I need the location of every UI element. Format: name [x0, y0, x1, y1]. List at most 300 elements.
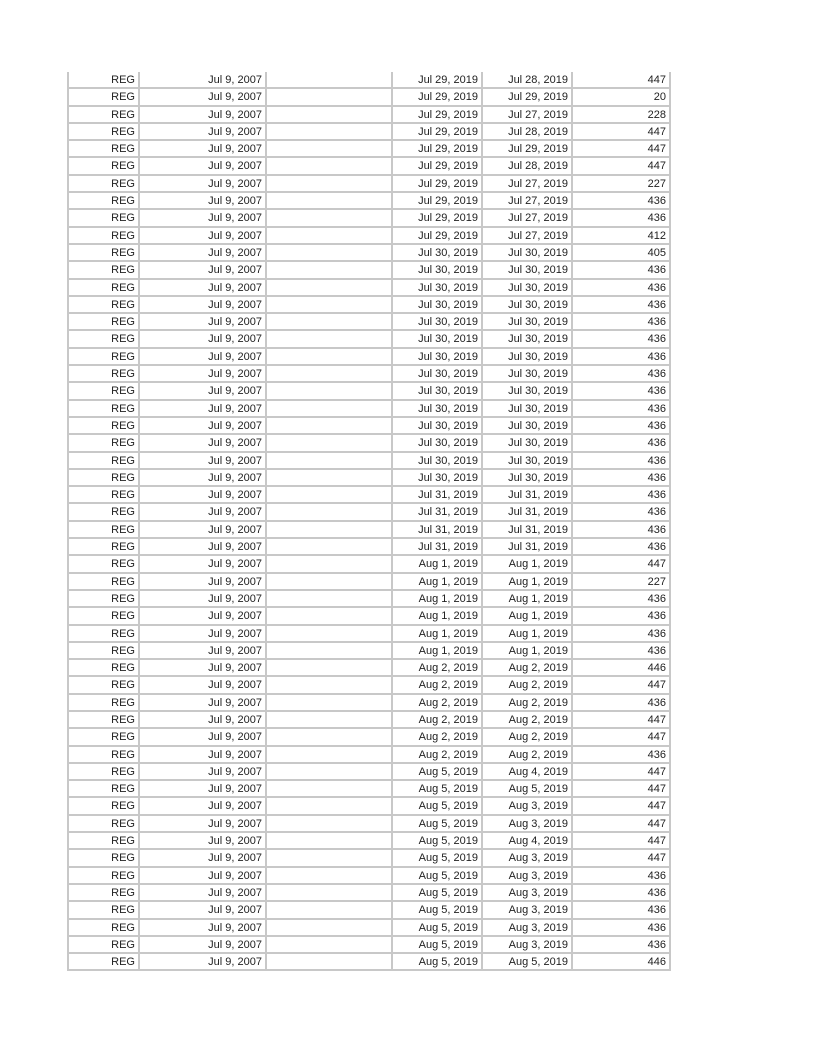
pay-date-cell: Aug 5, 2019 [393, 937, 483, 952]
table-row [67, 764, 671, 781]
start-date-cell: Jul 9, 2007 [140, 435, 267, 450]
type-cell: REG [67, 522, 140, 537]
empty-cell [267, 850, 393, 865]
table-row [67, 453, 671, 470]
type-cell: REG [67, 626, 140, 641]
start-date-cell: Jul 9, 2007 [140, 833, 267, 848]
work-date-cell: Jul 30, 2019 [483, 470, 573, 485]
pay-date-cell: Jul 30, 2019 [393, 435, 483, 450]
empty-cell [267, 868, 393, 883]
pay-date-cell: Jul 30, 2019 [393, 418, 483, 433]
start-date-cell: Jul 9, 2007 [140, 522, 267, 537]
start-date-cell: Jul 9, 2007 [140, 383, 267, 398]
work-date-cell: Aug 4, 2019 [483, 764, 573, 779]
work-date-cell: Jul 30, 2019 [483, 453, 573, 468]
type-cell: REG [67, 228, 140, 243]
pay-date-cell: Aug 2, 2019 [393, 747, 483, 762]
empty-cell [267, 141, 393, 156]
table-row [67, 868, 671, 885]
amount-cell: 447 [573, 798, 671, 813]
type-cell: REG [67, 850, 140, 865]
start-date-cell: Jul 9, 2007 [140, 418, 267, 433]
pay-date-cell: Aug 5, 2019 [393, 954, 483, 969]
amount-cell: 447 [573, 816, 671, 831]
amount-cell: 436 [573, 418, 671, 433]
pay-date-cell: Jul 29, 2019 [393, 228, 483, 243]
amount-cell: 405 [573, 245, 671, 260]
start-date-cell: Jul 9, 2007 [140, 470, 267, 485]
start-date-cell: Jul 9, 2007 [140, 280, 267, 295]
work-date-cell: Aug 2, 2019 [483, 747, 573, 762]
pay-date-cell: Jul 30, 2019 [393, 366, 483, 381]
type-cell: REG [67, 401, 140, 416]
start-date-cell: Jul 9, 2007 [140, 228, 267, 243]
type-cell: REG [67, 781, 140, 796]
amount-cell: 447 [573, 141, 671, 156]
table-row [67, 89, 671, 106]
empty-cell [267, 643, 393, 658]
amount-cell: 436 [573, 885, 671, 900]
amount-cell: 447 [573, 712, 671, 727]
start-date-cell: Jul 9, 2007 [140, 245, 267, 260]
pay-date-cell: Jul 29, 2019 [393, 158, 483, 173]
table-row [67, 228, 671, 245]
amount-cell: 447 [573, 124, 671, 139]
work-date-cell: Aug 5, 2019 [483, 954, 573, 969]
amount-cell: 447 [573, 677, 671, 692]
amount-cell: 447 [573, 850, 671, 865]
pay-date-cell: Aug 5, 2019 [393, 798, 483, 813]
empty-cell [267, 331, 393, 346]
start-date-cell: Jul 9, 2007 [140, 366, 267, 381]
work-date-cell: Aug 3, 2019 [483, 902, 573, 917]
type-cell: REG [67, 954, 140, 969]
work-date-cell: Aug 3, 2019 [483, 816, 573, 831]
pay-date-cell: Aug 2, 2019 [393, 729, 483, 744]
start-date-cell: Jul 9, 2007 [140, 176, 267, 191]
pay-date-cell: Aug 2, 2019 [393, 660, 483, 675]
start-date-cell: Jul 9, 2007 [140, 816, 267, 831]
work-date-cell: Jul 27, 2019 [483, 193, 573, 208]
start-date-cell: Jul 9, 2007 [140, 626, 267, 641]
work-date-cell: Jul 28, 2019 [483, 124, 573, 139]
start-date-cell: Jul 9, 2007 [140, 729, 267, 744]
table-row [67, 712, 671, 729]
type-cell: REG [67, 141, 140, 156]
type-cell: REG [67, 643, 140, 658]
empty-cell [267, 262, 393, 277]
type-cell: REG [67, 331, 140, 346]
work-date-cell: Jul 29, 2019 [483, 141, 573, 156]
table-row [67, 885, 671, 902]
amount-cell: 436 [573, 591, 671, 606]
spreadsheet-table [67, 72, 671, 971]
empty-cell [267, 677, 393, 692]
work-date-cell: Aug 3, 2019 [483, 920, 573, 935]
amount-cell: 436 [573, 331, 671, 346]
amount-cell: 436 [573, 626, 671, 641]
work-date-cell: Jul 30, 2019 [483, 280, 573, 295]
start-date-cell: Jul 9, 2007 [140, 747, 267, 762]
type-cell: REG [67, 868, 140, 883]
table-row [67, 401, 671, 418]
start-date-cell: Jul 9, 2007 [140, 764, 267, 779]
pay-date-cell: Jul 30, 2019 [393, 245, 483, 260]
amount-cell: 436 [573, 504, 671, 519]
pay-date-cell: Jul 29, 2019 [393, 89, 483, 104]
table-row [67, 522, 671, 539]
type-cell: REG [67, 677, 140, 692]
amount-cell: 447 [573, 781, 671, 796]
pay-date-cell: Jul 29, 2019 [393, 72, 483, 87]
type-cell: REG [67, 89, 140, 104]
table-row [67, 383, 671, 400]
type-cell: REG [67, 885, 140, 900]
table-row [67, 937, 671, 954]
start-date-cell: Jul 9, 2007 [140, 297, 267, 312]
amount-cell: 436 [573, 193, 671, 208]
empty-cell [267, 747, 393, 762]
work-date-cell: Aug 1, 2019 [483, 626, 573, 641]
table-row [67, 729, 671, 746]
empty-cell [267, 107, 393, 122]
amount-cell: 446 [573, 660, 671, 675]
work-date-cell: Aug 3, 2019 [483, 885, 573, 900]
table-row [67, 798, 671, 815]
amount-cell: 436 [573, 643, 671, 658]
table-row [67, 556, 671, 573]
amount-cell: 447 [573, 72, 671, 87]
start-date-cell: Jul 9, 2007 [140, 158, 267, 173]
table-row [67, 158, 671, 175]
table-row [67, 487, 671, 504]
pay-date-cell: Jul 30, 2019 [393, 314, 483, 329]
empty-cell [267, 626, 393, 641]
amount-cell: 436 [573, 487, 671, 502]
table-row [67, 608, 671, 625]
empty-cell [267, 902, 393, 917]
type-cell: REG [67, 608, 140, 623]
pay-date-cell: Jul 29, 2019 [393, 107, 483, 122]
amount-cell: 436 [573, 608, 671, 623]
table-row [67, 591, 671, 608]
pay-date-cell: Jul 29, 2019 [393, 193, 483, 208]
empty-cell [267, 591, 393, 606]
amount-cell: 436 [573, 349, 671, 364]
type-cell: REG [67, 920, 140, 935]
amount-cell: 436 [573, 937, 671, 952]
empty-cell [267, 522, 393, 537]
pay-date-cell: Jul 31, 2019 [393, 539, 483, 554]
table-row [67, 366, 671, 383]
table-row [67, 72, 671, 89]
empty-cell [267, 816, 393, 831]
work-date-cell: Aug 4, 2019 [483, 833, 573, 848]
table-row [67, 816, 671, 833]
start-date-cell: Jul 9, 2007 [140, 487, 267, 502]
amount-cell: 447 [573, 764, 671, 779]
pay-date-cell: Aug 5, 2019 [393, 868, 483, 883]
work-date-cell: Jul 30, 2019 [483, 418, 573, 433]
amount-cell: 436 [573, 539, 671, 554]
amount-cell: 436 [573, 280, 671, 295]
pay-date-cell: Aug 1, 2019 [393, 556, 483, 571]
empty-cell [267, 124, 393, 139]
table-row [67, 349, 671, 366]
type-cell: REG [67, 107, 140, 122]
work-date-cell: Jul 30, 2019 [483, 245, 573, 260]
type-cell: REG [67, 366, 140, 381]
pay-date-cell: Aug 2, 2019 [393, 677, 483, 692]
table-row [67, 141, 671, 158]
type-cell: REG [67, 158, 140, 173]
type-cell: REG [67, 210, 140, 225]
pay-date-cell: Aug 1, 2019 [393, 608, 483, 623]
type-cell: REG [67, 504, 140, 519]
amount-cell: 446 [573, 954, 671, 969]
start-date-cell: Jul 9, 2007 [140, 124, 267, 139]
pay-date-cell: Aug 5, 2019 [393, 850, 483, 865]
type-cell: REG [67, 297, 140, 312]
type-cell: REG [67, 937, 140, 952]
empty-cell [267, 781, 393, 796]
pay-date-cell: Jul 31, 2019 [393, 487, 483, 502]
empty-cell [267, 383, 393, 398]
work-date-cell: Jul 31, 2019 [483, 522, 573, 537]
empty-cell [267, 539, 393, 554]
empty-cell [267, 487, 393, 502]
table-row [67, 245, 671, 262]
type-cell: REG [67, 176, 140, 191]
pay-date-cell: Jul 30, 2019 [393, 383, 483, 398]
type-cell: REG [67, 262, 140, 277]
table-row [67, 470, 671, 487]
empty-cell [267, 608, 393, 623]
empty-cell [267, 920, 393, 935]
start-date-cell: Jul 9, 2007 [140, 314, 267, 329]
empty-cell [267, 210, 393, 225]
table-row [67, 435, 671, 452]
empty-cell [267, 366, 393, 381]
type-cell: REG [67, 574, 140, 589]
pay-date-cell: Jul 29, 2019 [393, 176, 483, 191]
empty-cell [267, 504, 393, 519]
work-date-cell: Aug 2, 2019 [483, 729, 573, 744]
pay-date-cell: Aug 2, 2019 [393, 712, 483, 727]
table-row [67, 176, 671, 193]
start-date-cell: Jul 9, 2007 [140, 107, 267, 122]
empty-cell [267, 798, 393, 813]
type-cell: REG [67, 660, 140, 675]
type-cell: REG [67, 729, 140, 744]
type-cell: REG [67, 72, 140, 87]
amount-cell: 227 [573, 574, 671, 589]
table-row [67, 660, 671, 677]
type-cell: REG [67, 124, 140, 139]
empty-cell [267, 764, 393, 779]
table-row [67, 747, 671, 764]
type-cell: REG [67, 816, 140, 831]
work-date-cell: Jul 30, 2019 [483, 383, 573, 398]
pay-date-cell: Aug 5, 2019 [393, 920, 483, 935]
table-row [67, 781, 671, 798]
work-date-cell: Aug 3, 2019 [483, 798, 573, 813]
amount-cell: 447 [573, 556, 671, 571]
start-date-cell: Jul 9, 2007 [140, 937, 267, 952]
pay-date-cell: Jul 30, 2019 [393, 280, 483, 295]
work-date-cell: Jul 31, 2019 [483, 487, 573, 502]
pay-date-cell: Aug 5, 2019 [393, 902, 483, 917]
empty-cell [267, 280, 393, 295]
amount-cell: 20 [573, 89, 671, 104]
empty-cell [267, 453, 393, 468]
pay-date-cell: Aug 1, 2019 [393, 626, 483, 641]
start-date-cell: Jul 9, 2007 [140, 574, 267, 589]
empty-cell [267, 470, 393, 485]
pay-date-cell: Jul 29, 2019 [393, 210, 483, 225]
start-date-cell: Jul 9, 2007 [140, 453, 267, 468]
empty-cell [267, 435, 393, 450]
table-row [67, 331, 671, 348]
work-date-cell: Jul 30, 2019 [483, 314, 573, 329]
empty-cell [267, 314, 393, 329]
table-row [67, 418, 671, 435]
work-date-cell: Jul 31, 2019 [483, 539, 573, 554]
start-date-cell: Jul 9, 2007 [140, 677, 267, 692]
work-date-cell: Aug 3, 2019 [483, 937, 573, 952]
start-date-cell: Jul 9, 2007 [140, 781, 267, 796]
work-date-cell: Aug 1, 2019 [483, 643, 573, 658]
work-date-cell: Aug 2, 2019 [483, 712, 573, 727]
amount-cell: 436 [573, 401, 671, 416]
start-date-cell: Jul 9, 2007 [140, 72, 267, 87]
start-date-cell: Jul 9, 2007 [140, 193, 267, 208]
type-cell: REG [67, 764, 140, 779]
amount-cell: 447 [573, 833, 671, 848]
start-date-cell: Jul 9, 2007 [140, 591, 267, 606]
empty-cell [267, 401, 393, 416]
amount-cell: 436 [573, 297, 671, 312]
work-date-cell: Jul 27, 2019 [483, 228, 573, 243]
table-row [67, 314, 671, 331]
amount-cell: 447 [573, 729, 671, 744]
table-row [67, 850, 671, 867]
empty-cell [267, 158, 393, 173]
type-cell: REG [67, 591, 140, 606]
start-date-cell: Jul 9, 2007 [140, 210, 267, 225]
pay-date-cell: Jul 30, 2019 [393, 401, 483, 416]
pay-date-cell: Jul 30, 2019 [393, 349, 483, 364]
start-date-cell: Jul 9, 2007 [140, 141, 267, 156]
start-date-cell: Jul 9, 2007 [140, 331, 267, 346]
start-date-cell: Jul 9, 2007 [140, 712, 267, 727]
start-date-cell: Jul 9, 2007 [140, 401, 267, 416]
table-row [67, 920, 671, 937]
type-cell: REG [67, 349, 140, 364]
table-row [67, 677, 671, 694]
start-date-cell: Jul 9, 2007 [140, 643, 267, 658]
start-date-cell: Jul 9, 2007 [140, 660, 267, 675]
table-row [67, 695, 671, 712]
amount-cell: 436 [573, 366, 671, 381]
empty-cell [267, 695, 393, 710]
work-date-cell: Aug 1, 2019 [483, 574, 573, 589]
amount-cell: 436 [573, 902, 671, 917]
work-date-cell: Jul 28, 2019 [483, 158, 573, 173]
table-row [67, 539, 671, 556]
empty-cell [267, 729, 393, 744]
type-cell: REG [67, 487, 140, 502]
pay-date-cell: Jul 30, 2019 [393, 262, 483, 277]
work-date-cell: Jul 28, 2019 [483, 72, 573, 87]
amount-cell: 228 [573, 107, 671, 122]
empty-cell [267, 418, 393, 433]
type-cell: REG [67, 245, 140, 260]
table-row [67, 107, 671, 124]
empty-cell [267, 660, 393, 675]
work-date-cell: Aug 2, 2019 [483, 660, 573, 675]
amount-cell: 227 [573, 176, 671, 191]
type-cell: REG [67, 798, 140, 813]
empty-cell [267, 885, 393, 900]
pay-date-cell: Jul 30, 2019 [393, 453, 483, 468]
table-row [67, 124, 671, 141]
start-date-cell: Jul 9, 2007 [140, 89, 267, 104]
amount-cell: 436 [573, 522, 671, 537]
work-date-cell: Jul 29, 2019 [483, 89, 573, 104]
start-date-cell: Jul 9, 2007 [140, 954, 267, 969]
amount-cell: 436 [573, 435, 671, 450]
work-date-cell: Aug 1, 2019 [483, 556, 573, 571]
table-row [67, 954, 671, 971]
start-date-cell: Jul 9, 2007 [140, 850, 267, 865]
type-cell: REG [67, 470, 140, 485]
start-date-cell: Jul 9, 2007 [140, 504, 267, 519]
amount-cell: 436 [573, 470, 671, 485]
work-date-cell: Aug 1, 2019 [483, 591, 573, 606]
type-cell: REG [67, 383, 140, 398]
work-date-cell: Jul 27, 2019 [483, 210, 573, 225]
pay-date-cell: Jul 29, 2019 [393, 124, 483, 139]
amount-cell: 436 [573, 747, 671, 762]
table-row [67, 902, 671, 919]
type-cell: REG [67, 747, 140, 762]
start-date-cell: Jul 9, 2007 [140, 885, 267, 900]
empty-cell [267, 89, 393, 104]
type-cell: REG [67, 902, 140, 917]
amount-cell: 436 [573, 695, 671, 710]
empty-cell [267, 297, 393, 312]
table-row [67, 833, 671, 850]
start-date-cell: Jul 9, 2007 [140, 798, 267, 813]
work-date-cell: Aug 2, 2019 [483, 695, 573, 710]
work-date-cell: Aug 3, 2019 [483, 868, 573, 883]
table-row [67, 280, 671, 297]
start-date-cell: Jul 9, 2007 [140, 608, 267, 623]
empty-cell [267, 228, 393, 243]
table-row [67, 193, 671, 210]
pay-date-cell: Aug 5, 2019 [393, 781, 483, 796]
empty-cell [267, 574, 393, 589]
pay-date-cell: Aug 5, 2019 [393, 833, 483, 848]
pay-date-cell: Aug 1, 2019 [393, 643, 483, 658]
type-cell: REG [67, 435, 140, 450]
type-cell: REG [67, 712, 140, 727]
amount-cell: 436 [573, 868, 671, 883]
empty-cell [267, 176, 393, 191]
work-date-cell: Aug 5, 2019 [483, 781, 573, 796]
type-cell: REG [67, 314, 140, 329]
